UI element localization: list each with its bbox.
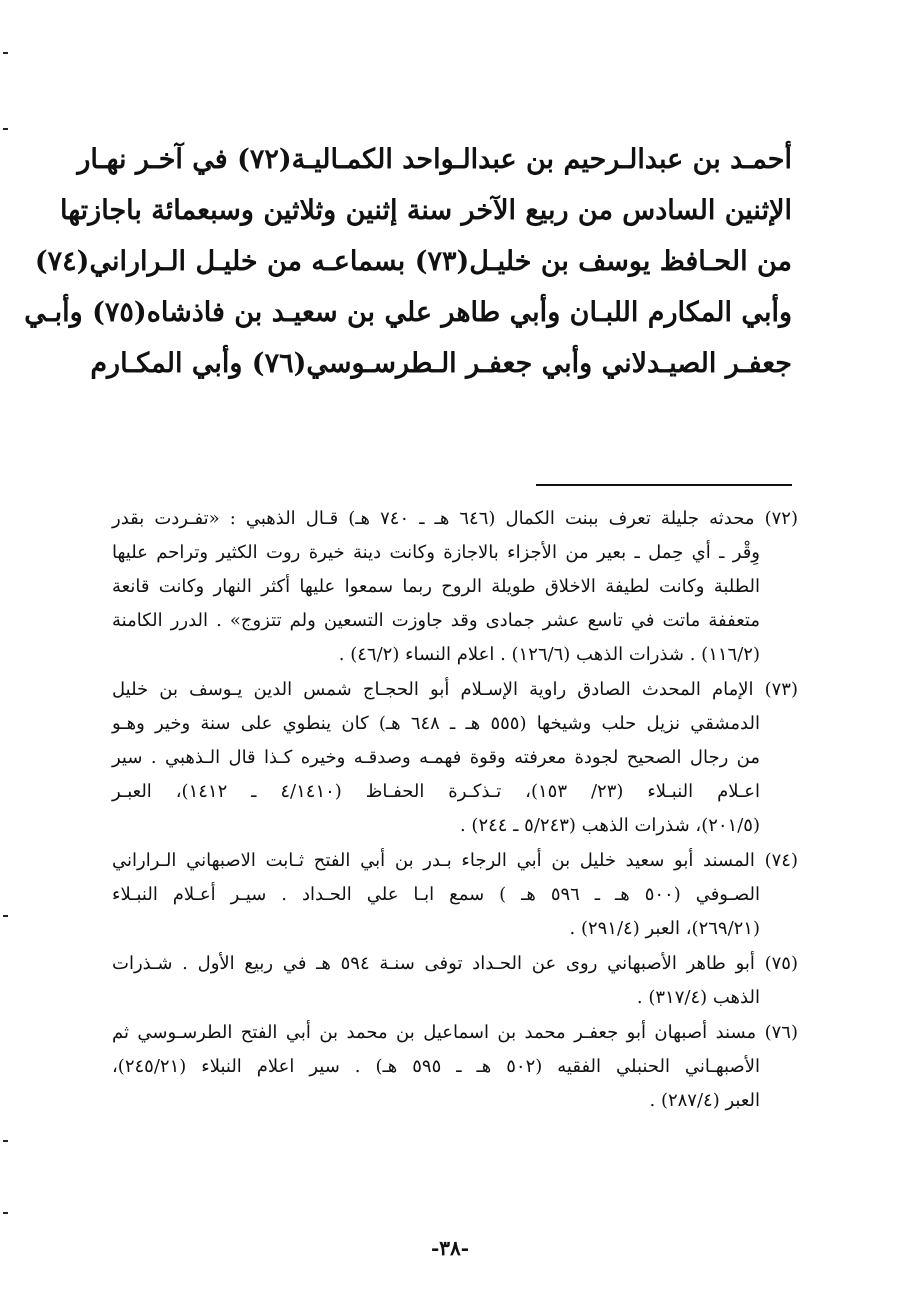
margin-tick	[3, 1140, 8, 1142]
footnote-line: (٧٥) أبو طاهر الأصبهاني روى عن الحـداد توفى سنـة ٥٩٤ هـ في ربيع الأول . شـذرات	[112, 953, 799, 974]
footnote-line: (٢٦٩/٢١)، العبر (٢٩١/٤) .	[569, 918, 760, 939]
footnote-76	[112, 1016, 798, 1118]
main-text-block	[24, 134, 792, 389]
margin-tick	[3, 1212, 8, 1214]
page-number: -٣٨-	[430, 1236, 470, 1260]
footnote-line: (٧٢) محدثه جليلة تعرف ببنت الكمال (٦٤٦ هـ ـ ٧٤٠ هـ) قـال الذهبي : «تفـردت بقدر	[112, 508, 798, 529]
footnote-line: اعـلام النبـلاء (٢٣/ ١٥٣)، تـذكـرة الحفـاظ (٤/١٤١٠ ـ ١٤١٢)، العبـر	[112, 781, 760, 802]
footnote-line: الذهب (٣١٧/٤) .	[636, 987, 760, 1008]
footnotes-section	[112, 502, 798, 1119]
footnote-line: وِقْر ـ أي حِمل ـ بعير من الأجزاء بالاجازة وكانت دينة خيرة روت الكثير وتراحم عليها	[112, 542, 761, 563]
main-text-line: وأبي المكارم اللبـان وأبي طاهر علي بن سعيـد بن فاذشاه(٧٥) وأبـي	[24, 297, 792, 328]
footnote-line: الأصبهـاني الحنبلي الفقيه (٥٠٢ هـ ـ ٥٩٥ هـ) . سير اعلام النبلاء (٢٤٥/٢١)،	[112, 1056, 760, 1077]
margin-tick	[3, 52, 8, 54]
footnote-separator	[536, 484, 792, 486]
main-text-line: جعفـر الصيـدلاني وأبي جعفـر الـطرسـوسي(٧٦) وأبي المكـارم	[90, 348, 792, 379]
footnote-line: الصـوفي (٥٠٠ هـ ـ ٥٩٦ هـ ) سمع ابـا علي الحـداد . سيـر أعـلام النبـلاء	[112, 884, 760, 905]
footnote-74	[112, 844, 798, 946]
footnote-line: من رجال الصحيح لجودة معرفته وقوة فهمـه وصدقـه وخيره كـذا قال الـذهبي . سير	[112, 747, 760, 768]
margin-tick	[3, 915, 8, 917]
footnote-72	[112, 502, 798, 672]
main-text-line: أحمـد بن عبدالـرحيم بن عبدالـواحد الكمـاليـة(٧٢) في آخـر نهـار	[77, 144, 792, 175]
footnote-line: (٧٤) المسند أبو سعيد خليل بن أبي الرجاء بـدر بن أبي الفتح ثـابت الاصبهاني الـراراني	[112, 850, 798, 871]
footnote-line: (١١٦/٢) . شذرات الذهب (١٢٦/٦) . اعلام النساء (٤٦/٢) .	[338, 644, 760, 665]
footnote-line: متعففة ماتت في تاسع عشر جمادى وقد جاوزت التسعين ولم تتزوج» . الدرر الكامنة	[112, 610, 760, 631]
main-text-line: الإثنين السادس من ربيع الآخر سنة إثنين وثلاثين وسبعمائة باجازتها	[60, 195, 792, 226]
footnote-line: (٧٦) مسند أصبهان أبو جعفـر محمد بن اسماعيل بن محمد بن أبي الفتح الطرسـوسي ثم	[112, 1022, 798, 1043]
footnote-73	[112, 673, 798, 843]
margin-tick	[3, 128, 8, 130]
footnote-line: الدمشقي نزيل حلب وشيخها (٥٥٥ هـ ـ ٦٤٨ هـ) كان ينطوي على سنة وخير وهـو	[112, 713, 760, 734]
footnote-75	[112, 947, 798, 1015]
main-text-line: من الحـافظ يوسف بن خليـل(٧٣) بسماعـه من خليـل الـراراني(٧٤)	[34, 246, 792, 277]
footnote-line: (٢٠١/٥)، شذرات الذهب (٥/٢٤٣ ـ ٢٤٤) .	[459, 815, 760, 836]
footnote-line: (٧٣) الإمام المحدث الصادق راوية الإسـلام أبو الحجـاج شمس الدين يـوسف بن خليل	[112, 679, 798, 700]
footnote-line: الطلبة وكانت لطيفة الاخلاق طويلة الروح ربما سمعوا عليها أكثر النهار وكانت قانعة	[112, 576, 760, 597]
footnote-line: العبر (٢٨٧/٤) .	[649, 1090, 760, 1111]
